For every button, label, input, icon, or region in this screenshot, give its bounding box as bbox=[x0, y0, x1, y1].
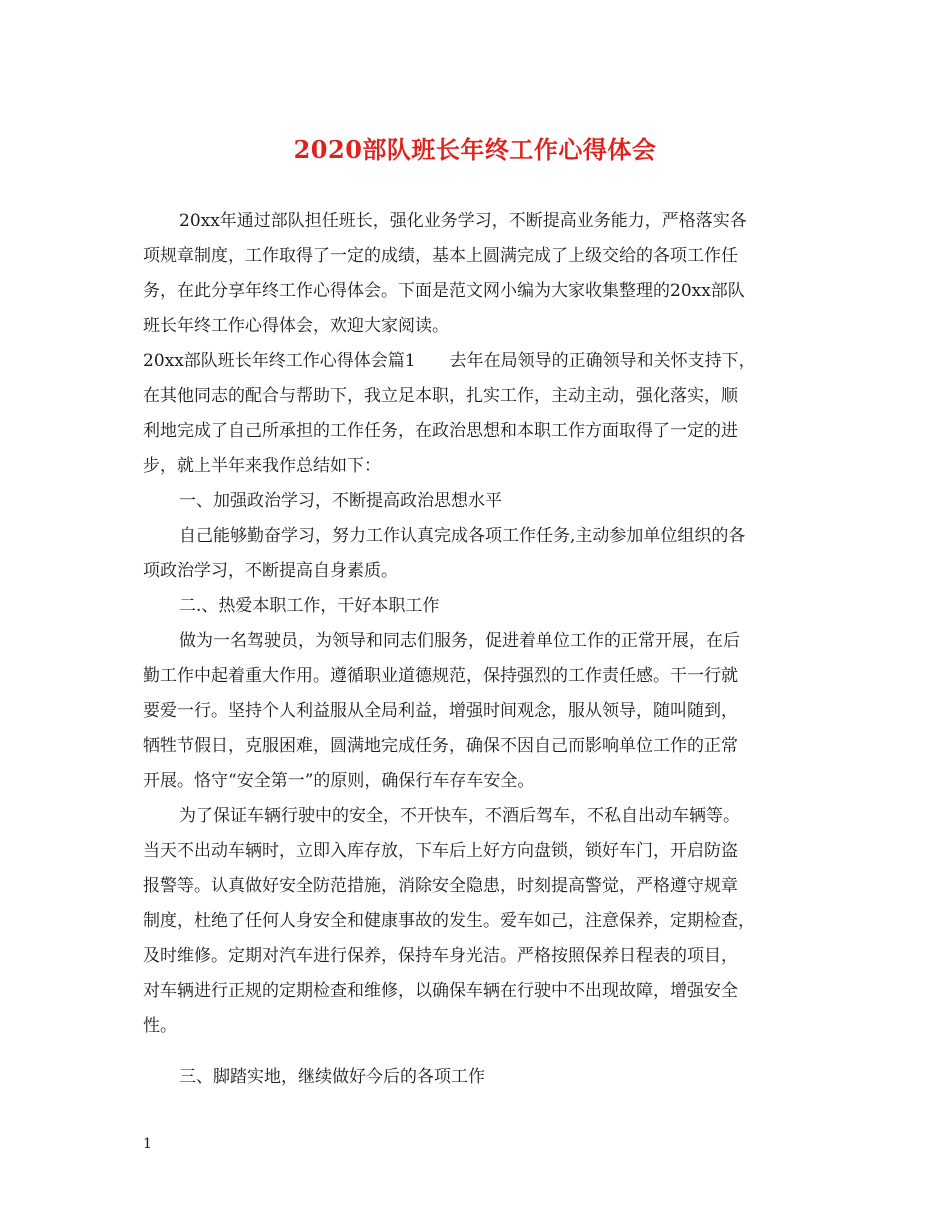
paragraph-line: 务，在此分享年终工作心得体会。下面是范文网小编为大家收集整理的20xx部队 bbox=[143, 281, 745, 301]
paragraph-line: 做为一名驾驶员，为领导和同志们服务，促进着单位工作的正常开展，在后 bbox=[179, 631, 740, 651]
paragraph-line: 当天不出动车辆时，立即入库存放，下车后上好方向盘锁，锁好车门，开启防盗 bbox=[143, 841, 738, 861]
paragraph-line: 20xx年通过部队担任班长，强化业务学习，不断提高业务能力，严格落实各 bbox=[179, 211, 747, 231]
paragraph-line: 项政治学习，不断提高自身素质。 bbox=[143, 561, 398, 581]
paragraph-line: 报警等。认真做好安全防范措施，消除安全隐患，时刻提高警觉，严格遵守规章 bbox=[143, 876, 738, 896]
paragraph-line: 利地完成了自己所承担的工作任务，在政治思想和本职工作方面取得了一定的进 bbox=[143, 421, 738, 441]
paragraph-line: 项规章制度，工作取得了一定的成绩，基本上圆满完成了上级交给的各项工作任 bbox=[143, 246, 738, 266]
paragraph-line: 开展。恪守“安全第一”的原则，确保行车存车安全。 bbox=[143, 771, 535, 791]
section-heading: 一、加强政治学习，不断提高政治思想水平 bbox=[179, 491, 502, 511]
paragraph-line: 性。 bbox=[143, 1016, 177, 1036]
paragraph-line: 步，就上半年来我作总结如下： bbox=[143, 456, 381, 476]
paragraph-line: 对车辆进行正规的定期检查和维修，以确保车辆在行驶中不出现故障，增强安全 bbox=[143, 981, 738, 1001]
paragraph-line: 自己能够勤奋学习，努力工作认真完成各项工作任务,主动参加单位组织的各 bbox=[179, 526, 746, 546]
paragraph-line: 20xx部队班长年终工作心得体会篇1 去年在局领导的正确领导和关怀支持下， bbox=[143, 351, 756, 371]
document-body bbox=[143, 204, 823, 1095]
paragraph-line: 及时维修。定期对汽车进行保养，保持车身光洁。严格按照保养日程表的项目， bbox=[143, 946, 738, 966]
page-number: 1 bbox=[143, 1136, 152, 1152]
section-heading: 三、脚踏实地，继续做好今后的各项工作 bbox=[179, 1067, 485, 1087]
paragraph-line: 在其他同志的配合与帮助下，我立足本职，扎实工作，主动主动，强化落实，顺 bbox=[143, 386, 738, 406]
paragraph-line: 班长年终工作心得体会，欢迎大家阅读。 bbox=[143, 316, 449, 336]
paragraph-line: 勤工作中起着重大作用。遵循职业道德规范，保持强烈的工作责任感。干一行就 bbox=[143, 666, 738, 686]
paragraph-gap bbox=[143, 1044, 823, 1060]
paragraph-line: 要爱一行。坚持个人利益服从全局利益，增强时间观念，服从领导，随叫随到， bbox=[143, 701, 738, 721]
section-heading: 二.、热爱本职工作，干好本职工作 bbox=[179, 596, 440, 616]
paragraph-line: 制度，杜绝了任何人身安全和健康事故的发生。爱车如己，注意保养，定期检查， bbox=[143, 911, 755, 931]
document-title: 2020部队班长年终工作心得体会 bbox=[293, 135, 657, 164]
paragraph-line: 为了保证车辆行驶中的安全，不开快车，不酒后驾车，不私自出动车辆等。 bbox=[179, 806, 740, 826]
paragraph-line: 牺牲节假日，克服困难，圆满地完成任务，确保不因自己而影响单位工作的正常 bbox=[143, 736, 738, 756]
